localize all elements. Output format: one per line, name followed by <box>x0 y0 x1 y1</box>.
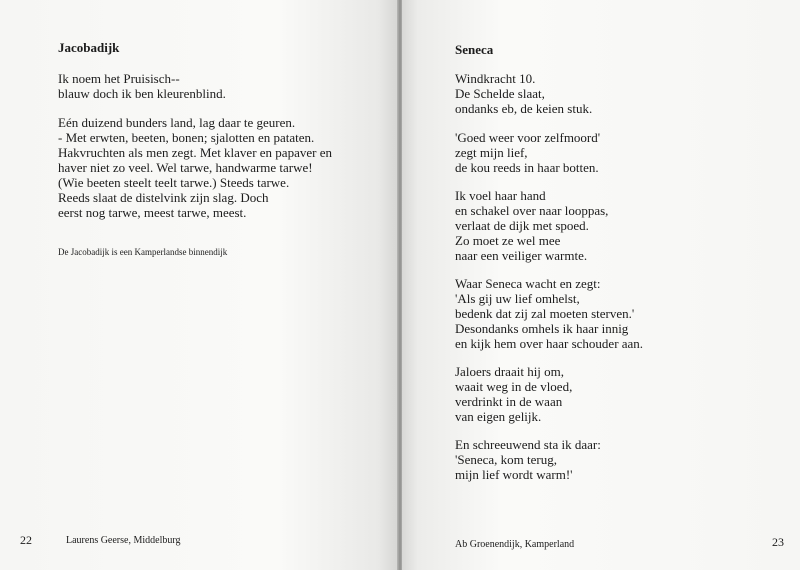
stanza <box>455 188 608 263</box>
poem-line: Jaloers draait hij om, <box>455 364 565 379</box>
poem-line: blauw doch ik ben kleurenblind. <box>58 86 226 101</box>
poem-line: en kijk hem over haar schouder aan. <box>455 336 644 351</box>
poem-line: waait weg in de vloed, <box>455 379 573 394</box>
poem-line: Hakvruchten als men zegt. Met klaver en papaver en <box>58 145 332 160</box>
page-number: 23 <box>772 535 784 549</box>
poem-title-seneca: Seneca <box>455 42 494 57</box>
poem-line: naar een veiliger warmte. <box>455 248 588 263</box>
poem-line: De Schelde slaat, <box>455 86 545 101</box>
page-number: 22 <box>20 533 32 547</box>
poem-line: haver niet zo veel. Wel tarwe, handwarme tarwe! <box>58 160 313 175</box>
author-footer: Laurens Geerse, Middelburg <box>66 535 181 546</box>
left-page <box>0 0 398 570</box>
poem-title-jacobadijk: Jacobadijk <box>58 40 120 55</box>
poem-line: verdrinkt in de waan <box>455 394 563 409</box>
poem-line: eerst nog tarwe, meest tarwe, meest. <box>58 205 247 220</box>
poem-line: En schreeuwend sta ik daar: <box>455 437 601 452</box>
poem-line: mijn lief wordt warm!' <box>455 467 573 482</box>
poem-line: 'Seneca, kom terug, <box>455 452 557 467</box>
poem-line: Ik voel haar hand <box>455 188 546 203</box>
poem-line: verlaat de dijk met spoed. <box>455 218 589 233</box>
poem-line: 'Als gij uw lief omhelst, <box>455 291 580 306</box>
poem-line: (Wie beeten steelt teelt tarwe.) Steeds tarwe. <box>58 175 290 190</box>
stanza <box>455 71 592 116</box>
poem-line: ondanks eb, de keien stuk. <box>455 101 593 116</box>
poem-line: Desondanks omhels ik haar innig <box>455 321 629 336</box>
poem-line: Reeds slaat de distelvink zijn slag. Doch <box>58 190 269 205</box>
poem-line: Waar Seneca wacht en zegt: <box>455 276 601 291</box>
poem-line: Eén duizend bunders land, lag daar te geuren. <box>58 115 296 130</box>
stanza <box>455 130 600 175</box>
right-page <box>402 0 800 570</box>
footnote: De Jacobadijk is een Kamperlandse binnendijk <box>58 247 228 257</box>
poem-line: en schakel over naar looppas, <box>455 203 609 218</box>
poem-line: zegt mijn lief, <box>455 145 528 160</box>
stanza <box>455 364 572 424</box>
stanza <box>58 115 332 220</box>
poem-line: de kou reeds in haar botten. <box>455 160 599 175</box>
poem-line: Ik noem het Pruisisch-- <box>58 71 180 86</box>
stanza <box>455 276 643 351</box>
poem-line: bedenk dat zij zal moeten sterven.' <box>455 306 635 321</box>
poem-line: - Met erwten, beeten, bonen; sjalotten en pataten. <box>58 130 315 145</box>
poem-line: Windkracht 10. <box>455 71 536 86</box>
poem-line: 'Goed weer voor zelfmoord' <box>455 130 601 145</box>
poem-line: Zo moet ze wel mee <box>455 233 561 248</box>
poem-line: van eigen gelijk. <box>455 409 542 424</box>
stanza <box>58 71 226 101</box>
stanza <box>455 437 601 482</box>
author-footer: Ab Groenendijk, Kamperland <box>455 539 575 550</box>
